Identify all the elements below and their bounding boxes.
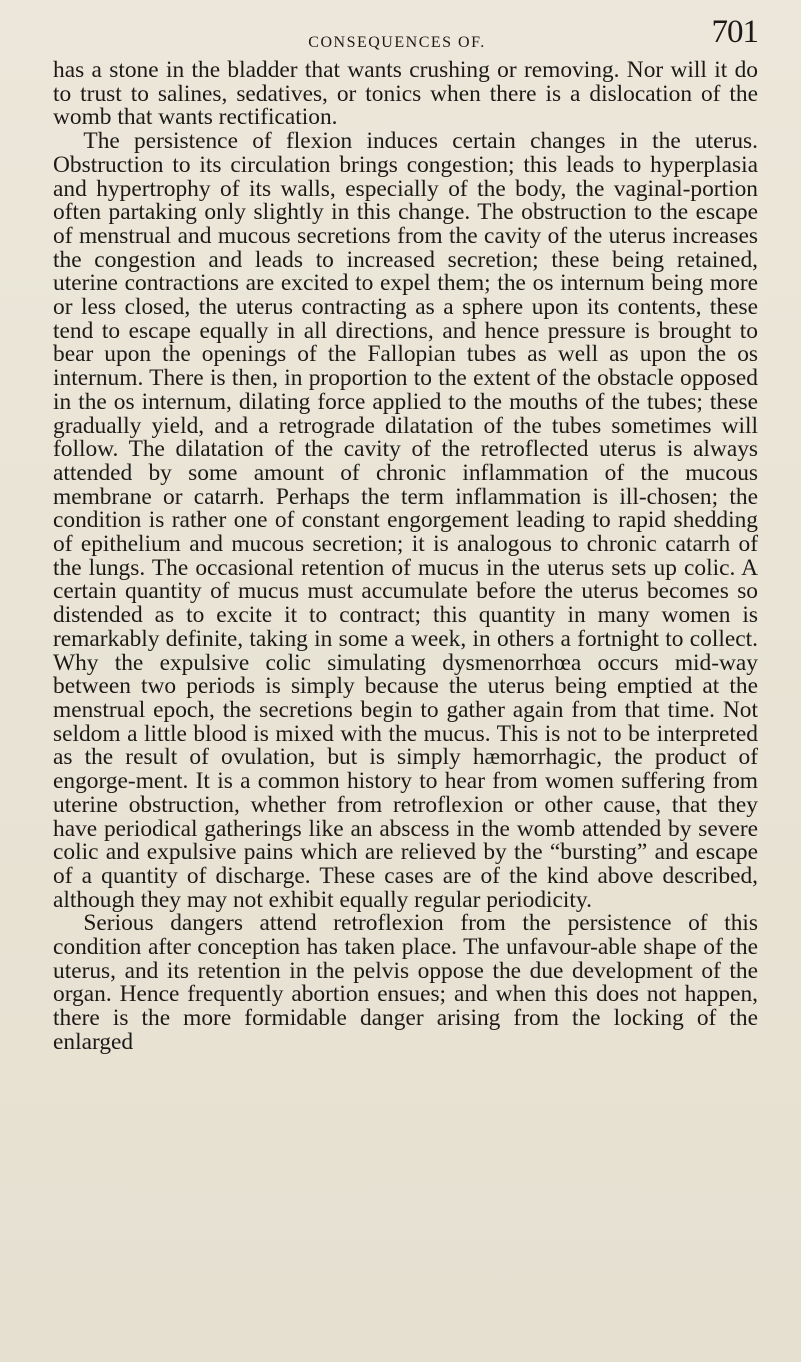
paragraph-continued: has a stone in the bladder that wants crushing or removing. Nor will it do to trust to salines, sedatives, or tonics when there is a dislocation of the womb that wants rectification.	[53, 57, 758, 131]
running-head	[36, 12, 758, 56]
running-title: CONSEQUENCES OF.	[308, 34, 486, 51]
page-number: 701	[711, 14, 758, 50]
paragraph-flexion-consequences: The persistence of flexion induces certain changes in the uterus. Obstruction to its circulation brings congestion; this leads to hyperplasia and hypertrophy of its walls, especially of the body, the vaginal-portion often partaking only slightly in this change. The obstruction to the escape of menstrual and mucous secretions from the cavity of the uterus increases the congestion and leads to increased secretion; these being retained, uterine contractions are excited to expel them; the os internum being more or less closed, the uterus contracting as a sphere upon its contents, these tend to escape equally in all directions, and hence pressure is brought to bear upon the openings of the Fallopian tubes as well as upon the os internum. There is then, in proportion to the extent of the obstacle opposed in the os internum, dilating force applied to the mouths of the tubes; these gradually yield, and a retrograde dilatation of the tubes sometimes will follow. The dilatation of the cavity of the retroflected uterus is always attended by some amount of chronic inflammation of the mucous membrane or catarrh. Perhaps the term inflammation is ill-chosen; the condition is rather one of constant engorgement leading to rapid shedding of epithelium and mucous secretion; it is analogous to chronic catarrh of the lungs. The occasional retention of mucus in the uterus sets up colic. A certain quantity of mucus must accumulate before the uterus becomes so distended as to excite it to contract; this quantity in many women is remarkably definite, taking in some a week, in others a fortnight to collect. Why the expulsive colic simulating dysmenorrhœa occurs mid-way between two periods is simply because the uterus being emptied at the menstrual epoch, the secretions begin to gather again from that time. Not seldom a little blood is mixed with the mucus. This is not to be interpreted as the result of ovulation, but is simply hæmorrhagic, the product of engorge-ment. It is a common history to hear from women suffering from uterine obstruction, whether from retroflexion or other cause, that they have periodical gatherings like an abscess in the womb attended by severe colic and expulsive pains which are relieved by the “bursting” and escape of a quantity of discharge. These cases are of the kind above described, although they may not exhibit equally regular periodicity.	[53, 128, 758, 913]
paragraph-serious-dangers: Serious dangers attend retroflexion from the persistence of this condition after conception has taken place. The unfavour-able shape of the uterus, and its retention in the pelvis oppose the due development of the organ. Hence frequently abortion ensues; and when this does not happen, there is the more formidable danger arising from the locking of the enlarged	[53, 910, 758, 1055]
body-text	[53, 59, 758, 1055]
